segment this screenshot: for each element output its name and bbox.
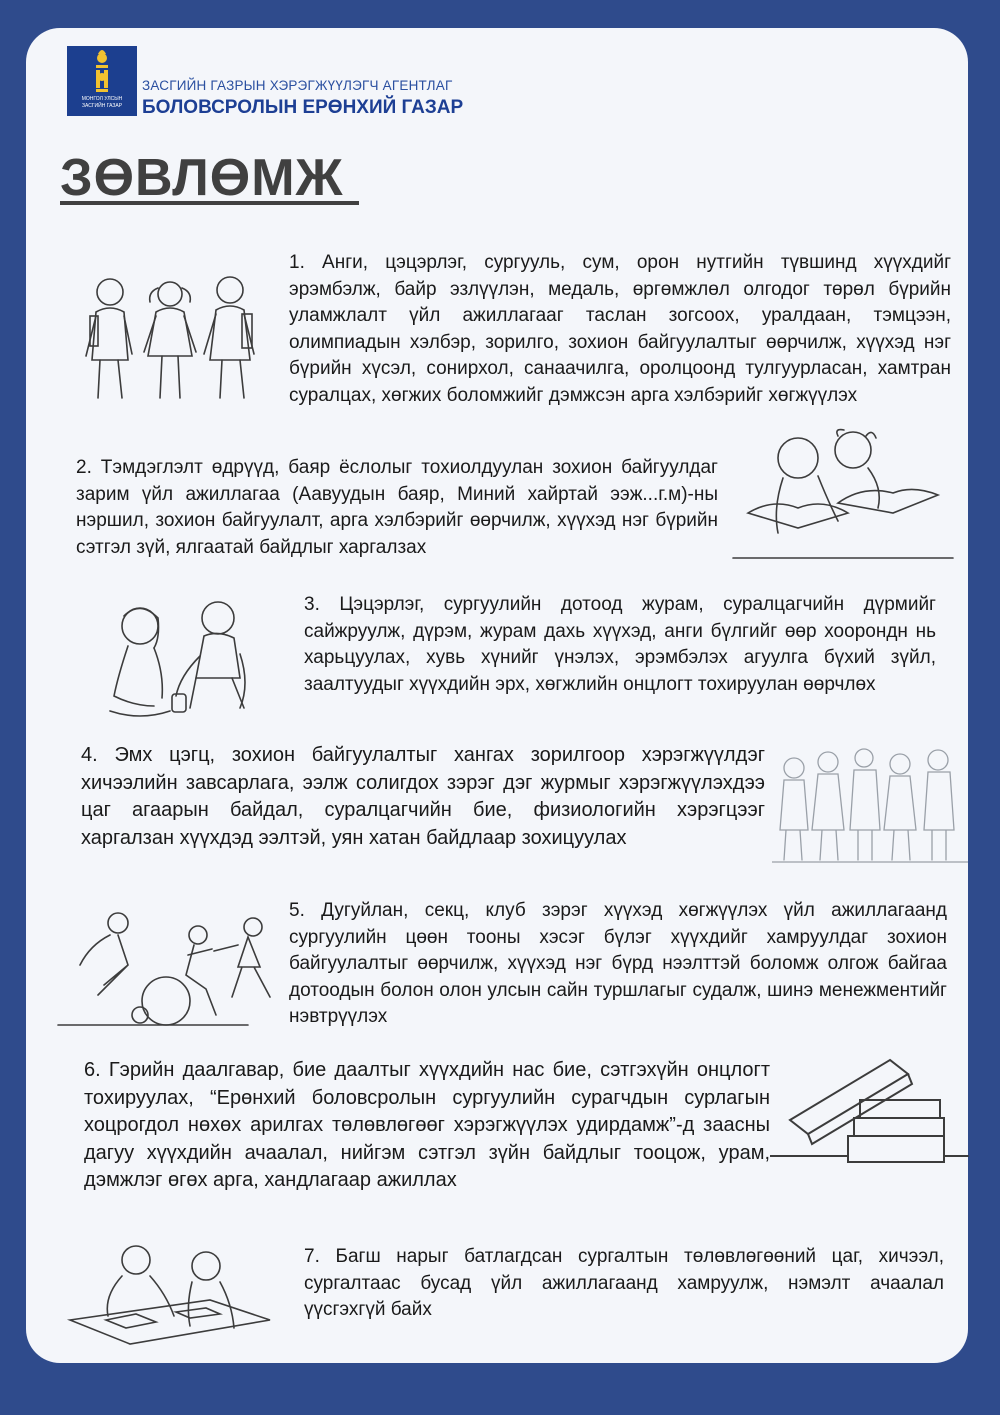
agency-subtitle: ЗАСГИЙН ГАЗРЫН ХЭРЭГЖҮҮЛЭГЧ АГЕНТЛАГ <box>142 78 453 93</box>
government-emblem-logo <box>67 46 137 116</box>
page-title: ЗӨВЛӨМЖ <box>60 149 359 207</box>
recommendation-item-7: 7. Багш нарыг батлагдсан сургалтын төлөвлөгөөний цаг, хичээл, сургалтаас бусад үйл ажиллагаанд хамруулж, нэмэлт ачаалал үүсгэхгүй байх <box>304 1246 944 1321</box>
recommendation-item-3: 3. Цэцэрлэг, сургуулийн дотоод журам, суралцагчийн дүрмийг сайжруулж, дүрэм, журам дахь хүүхэд, анги бүлгийг өөр хоорондн нь харьцуулах, хувь хүнийг үнэлэх, эрэмбэлэх агуулга бүхий зүйл, заалтуудыг хүүхдийн эрх, хөгжлийн онцлогт тохируулан өөрчлөх <box>304 594 936 695</box>
recommendation-item-1: 1. Анги, цэцэрлэг, сургууль, сум, орон нутгийн түвшинд хүүхдийг эрэмбэлж, байр эзлүүлэн, медаль, өргөмжлөл олгодог төрөл бүрийн уламжлалт үйл ажиллагааг таслан зогсоох, уралдаан, тэмцээн, олимпиадын хэлбэр, зорилго, зохион байгуулалтыг өөрчилж, хүүхэд нэг бүрийн хүсэл, сонирхол, санаачилга, оролцоонд тулгуурласан, хамтран суралцах, хөгжих боломжийг дэмжсэн арга хэлбэрийг хөгжүүлэх <box>289 252 951 406</box>
recommendation-item-5: 5. Дугуйлан, секц, клуб зэрэг хүүхэд хөгжүүлэх үйл ажиллагаанд сургуулийн цөөн тооны хэсэг бүлэг хүүхдийг хамруулдаг зохион байгуулалтыг өөрчилж, хүүхэд нэг бүрд нээлттэй боломж олгож байгаа дотоодын болон олон улсын сайн туршлагыг судалж, шинэ менежментийг нэвтрүүлэх <box>289 900 947 1028</box>
soyombo-icon <box>67 46 137 100</box>
children-playing-illustration <box>100 596 270 726</box>
teacher-student-illustration <box>66 1240 276 1350</box>
inclusive-race-illustration <box>48 905 283 1030</box>
recommendation-item-4: 4. Эмх цэгц, зохион байгуулалтыг хангах зорилгоор хэрэгжүүлдэг хичээлийн завсарлага, ээлж солигдох зэрэг дэг журмыг хэрэгжүүлэхдээ цаг агаарын байдал, суралцагчийн бие, физиологийн хэрэгцээг харгалзан хүүхдэд ээлтэй, уян хатан байдлаар зохицуулах <box>81 744 765 849</box>
recommendation-item-6: 6. Гэрийн даалгавар, бие даалтыг хүүхдийн нас бие, сэтгэхүйн онцлогт тохируулах, “Ерөнхий боловсролын сургуулийн сурагчдын сурлагын хоцрогдол нөхөх арилгах төлөвлөгөөг хэрэгжүүлэх удирдамж”-д заасны дагуу хүүхдийн ачаалал, нийгэм сэтгэл зүйн байдлыг тооцож, урам, дэмжлэг өгөх арга, хандлагаар ажиллах <box>84 1059 770 1191</box>
children-reading-illustration <box>728 428 958 563</box>
books-illustration <box>770 1050 970 1170</box>
student-crowd-illustration <box>772 738 968 870</box>
logo-text-line1: МОНГОЛ УЛСЫН <box>81 96 123 102</box>
recommendation-item-2: 2. Тэмдэглэлт өдрүүд, баяр ёслолыг тохиолдуулан зохион байгуулдаг зарим үйл ажиллагаа (Аавуудын баяр, Миний хайртай ээж...г.м)-ны нэршил, зохион байгуулалт, арга хэлбэрийг өөрчилж, хүүхэд нэг бүрийн сэтгэл зүй, ялгаатай байдлыг харгалзах <box>76 457 718 558</box>
agency-name: БОЛОВСРОЛЫН ЕРӨНХИЙ ГАЗАР <box>142 97 464 118</box>
logo-text-line2: ЗАСГИЙН ГАЗАР <box>81 103 123 109</box>
schoolchildren-illustration <box>70 268 270 403</box>
